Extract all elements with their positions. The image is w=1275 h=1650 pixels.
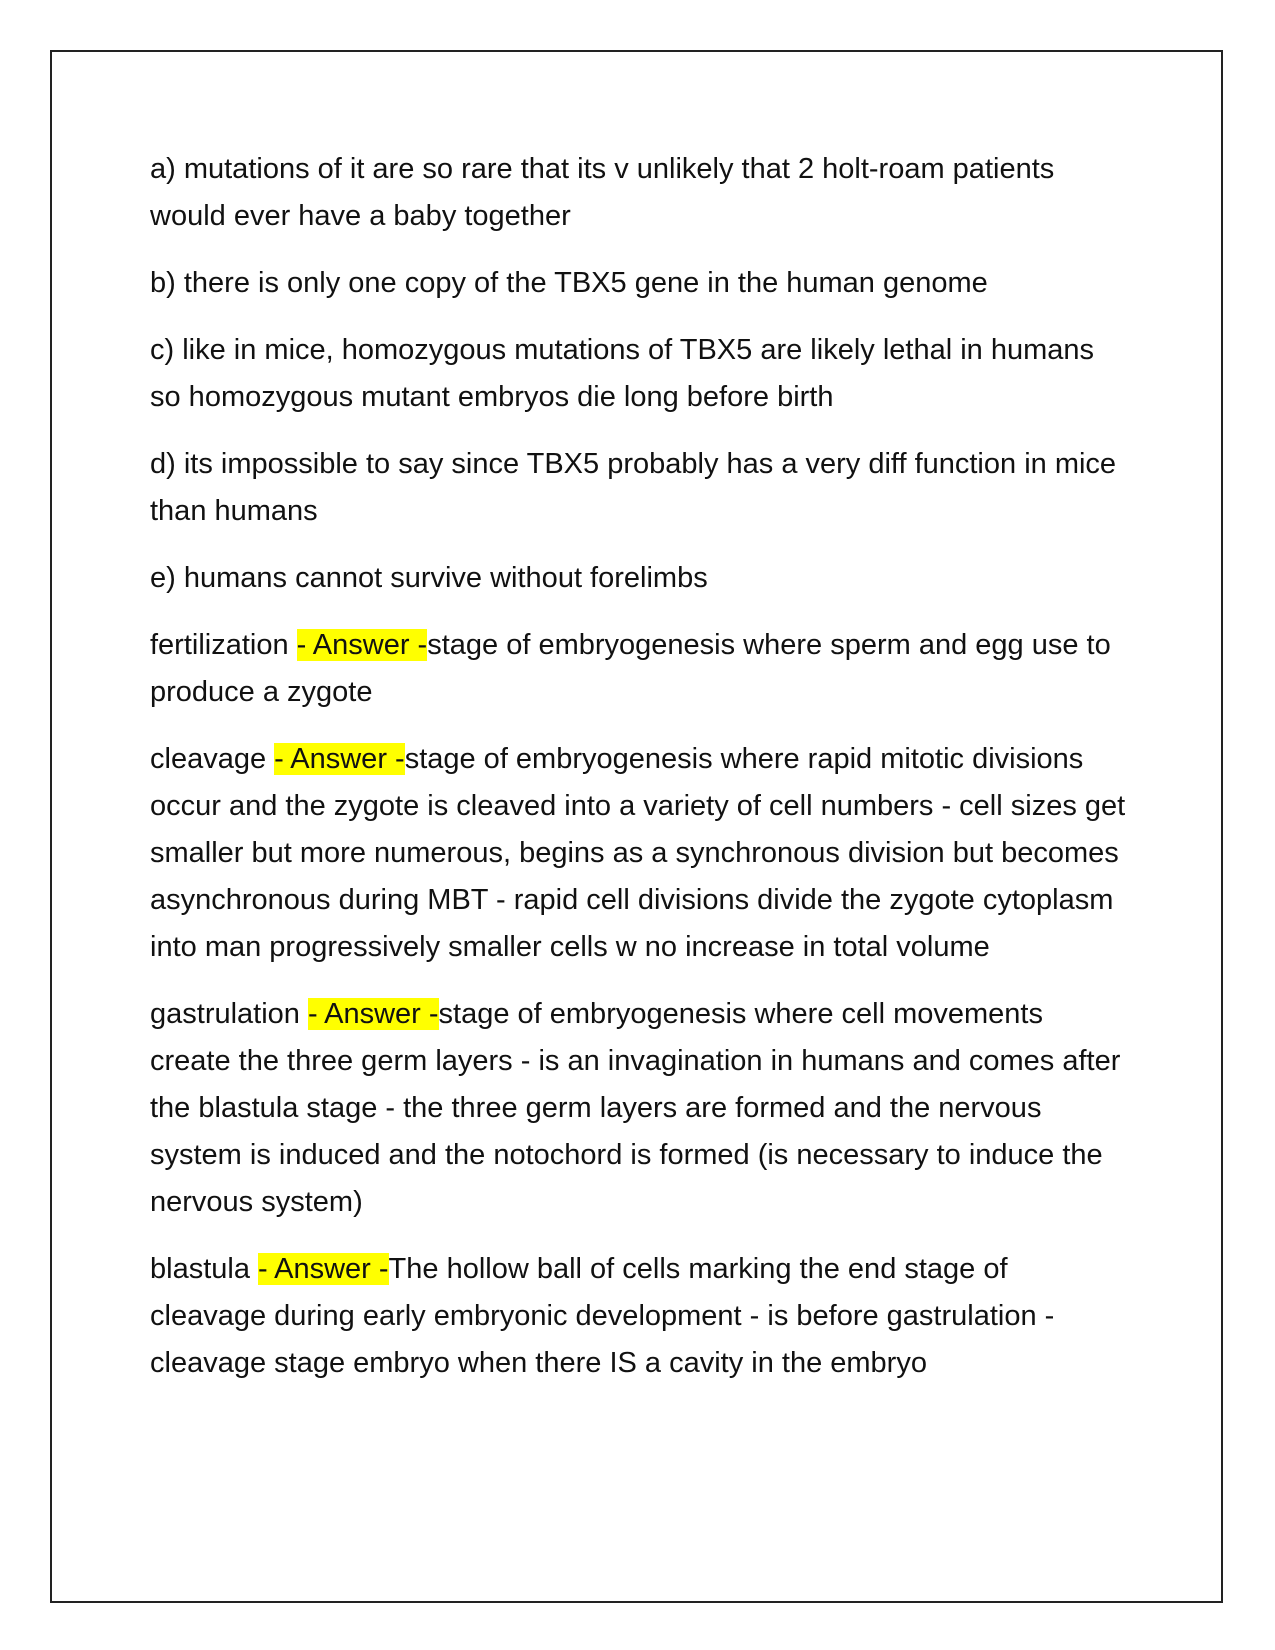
answer-marker: - Answer - (296, 629, 428, 661)
option-c: c) like in mice, homozygous mutations of TBX5 are likely lethal in humans so homozygous mutant embryos die long before birth (150, 334, 1095, 413)
option-e: e) humans cannot survive without forelimbs (150, 562, 708, 594)
flashcard-term: blastula (150, 1253, 259, 1285)
flashcard-blastula (150, 1246, 1130, 1387)
flashcard-term: fertilization (150, 629, 297, 661)
flashcard-definition: stage of embryogenesis where cell movements create the three germ layers - is an invagination in humans and comes after the blastula stage - the three germ layers are formed and the nervous system is induced and the notochord is formed (is necessary to induce the nervous system) (150, 998, 1121, 1218)
flashcard-term: gastrulation (150, 998, 308, 1030)
flashcard-term: cleavage (150, 743, 275, 775)
option-a: a) mutations of it are so rare that its v unlikely that 2 holt-roam patients would ever have a baby together (150, 153, 1055, 232)
answer-marker: - Answer - (258, 1253, 389, 1285)
option-d: d) its impossible to say since TBX5 probably has a very diff function in mice than humans (150, 448, 1117, 527)
flashcard-fertilization (150, 622, 1130, 716)
flashcard-gastrulation (150, 991, 1130, 1226)
flashcard-definition: stage of embryogenesis where rapid mitotic divisions occur and the zygote is cleaved into a variety of cell numbers - cell sizes get smaller but more numerous, begins as a synchronous division but becomes asynchronous during MBT - rapid cell divisions divide the zygote cytoplasm into man progressively smaller cells w no increase in total volume (150, 743, 1126, 963)
flashcard-definition: stage of embryogenesis where sperm and egg use to produce a zygote (150, 629, 1111, 708)
document-body (150, 146, 1130, 1407)
answer-marker: - Answer - (274, 743, 405, 775)
answer-marker: - Answer - (308, 998, 439, 1030)
flashcard-definition: The hollow ball of cells marking the end stage of cleavage during early embryonic development - is before gastrulation - cleavage stage embryo when there IS a cavity in the embryo (150, 1253, 1055, 1379)
option-b: b) there is only one copy of the TBX5 gene in the human genome (150, 267, 988, 299)
flashcard-cleavage (150, 736, 1130, 971)
